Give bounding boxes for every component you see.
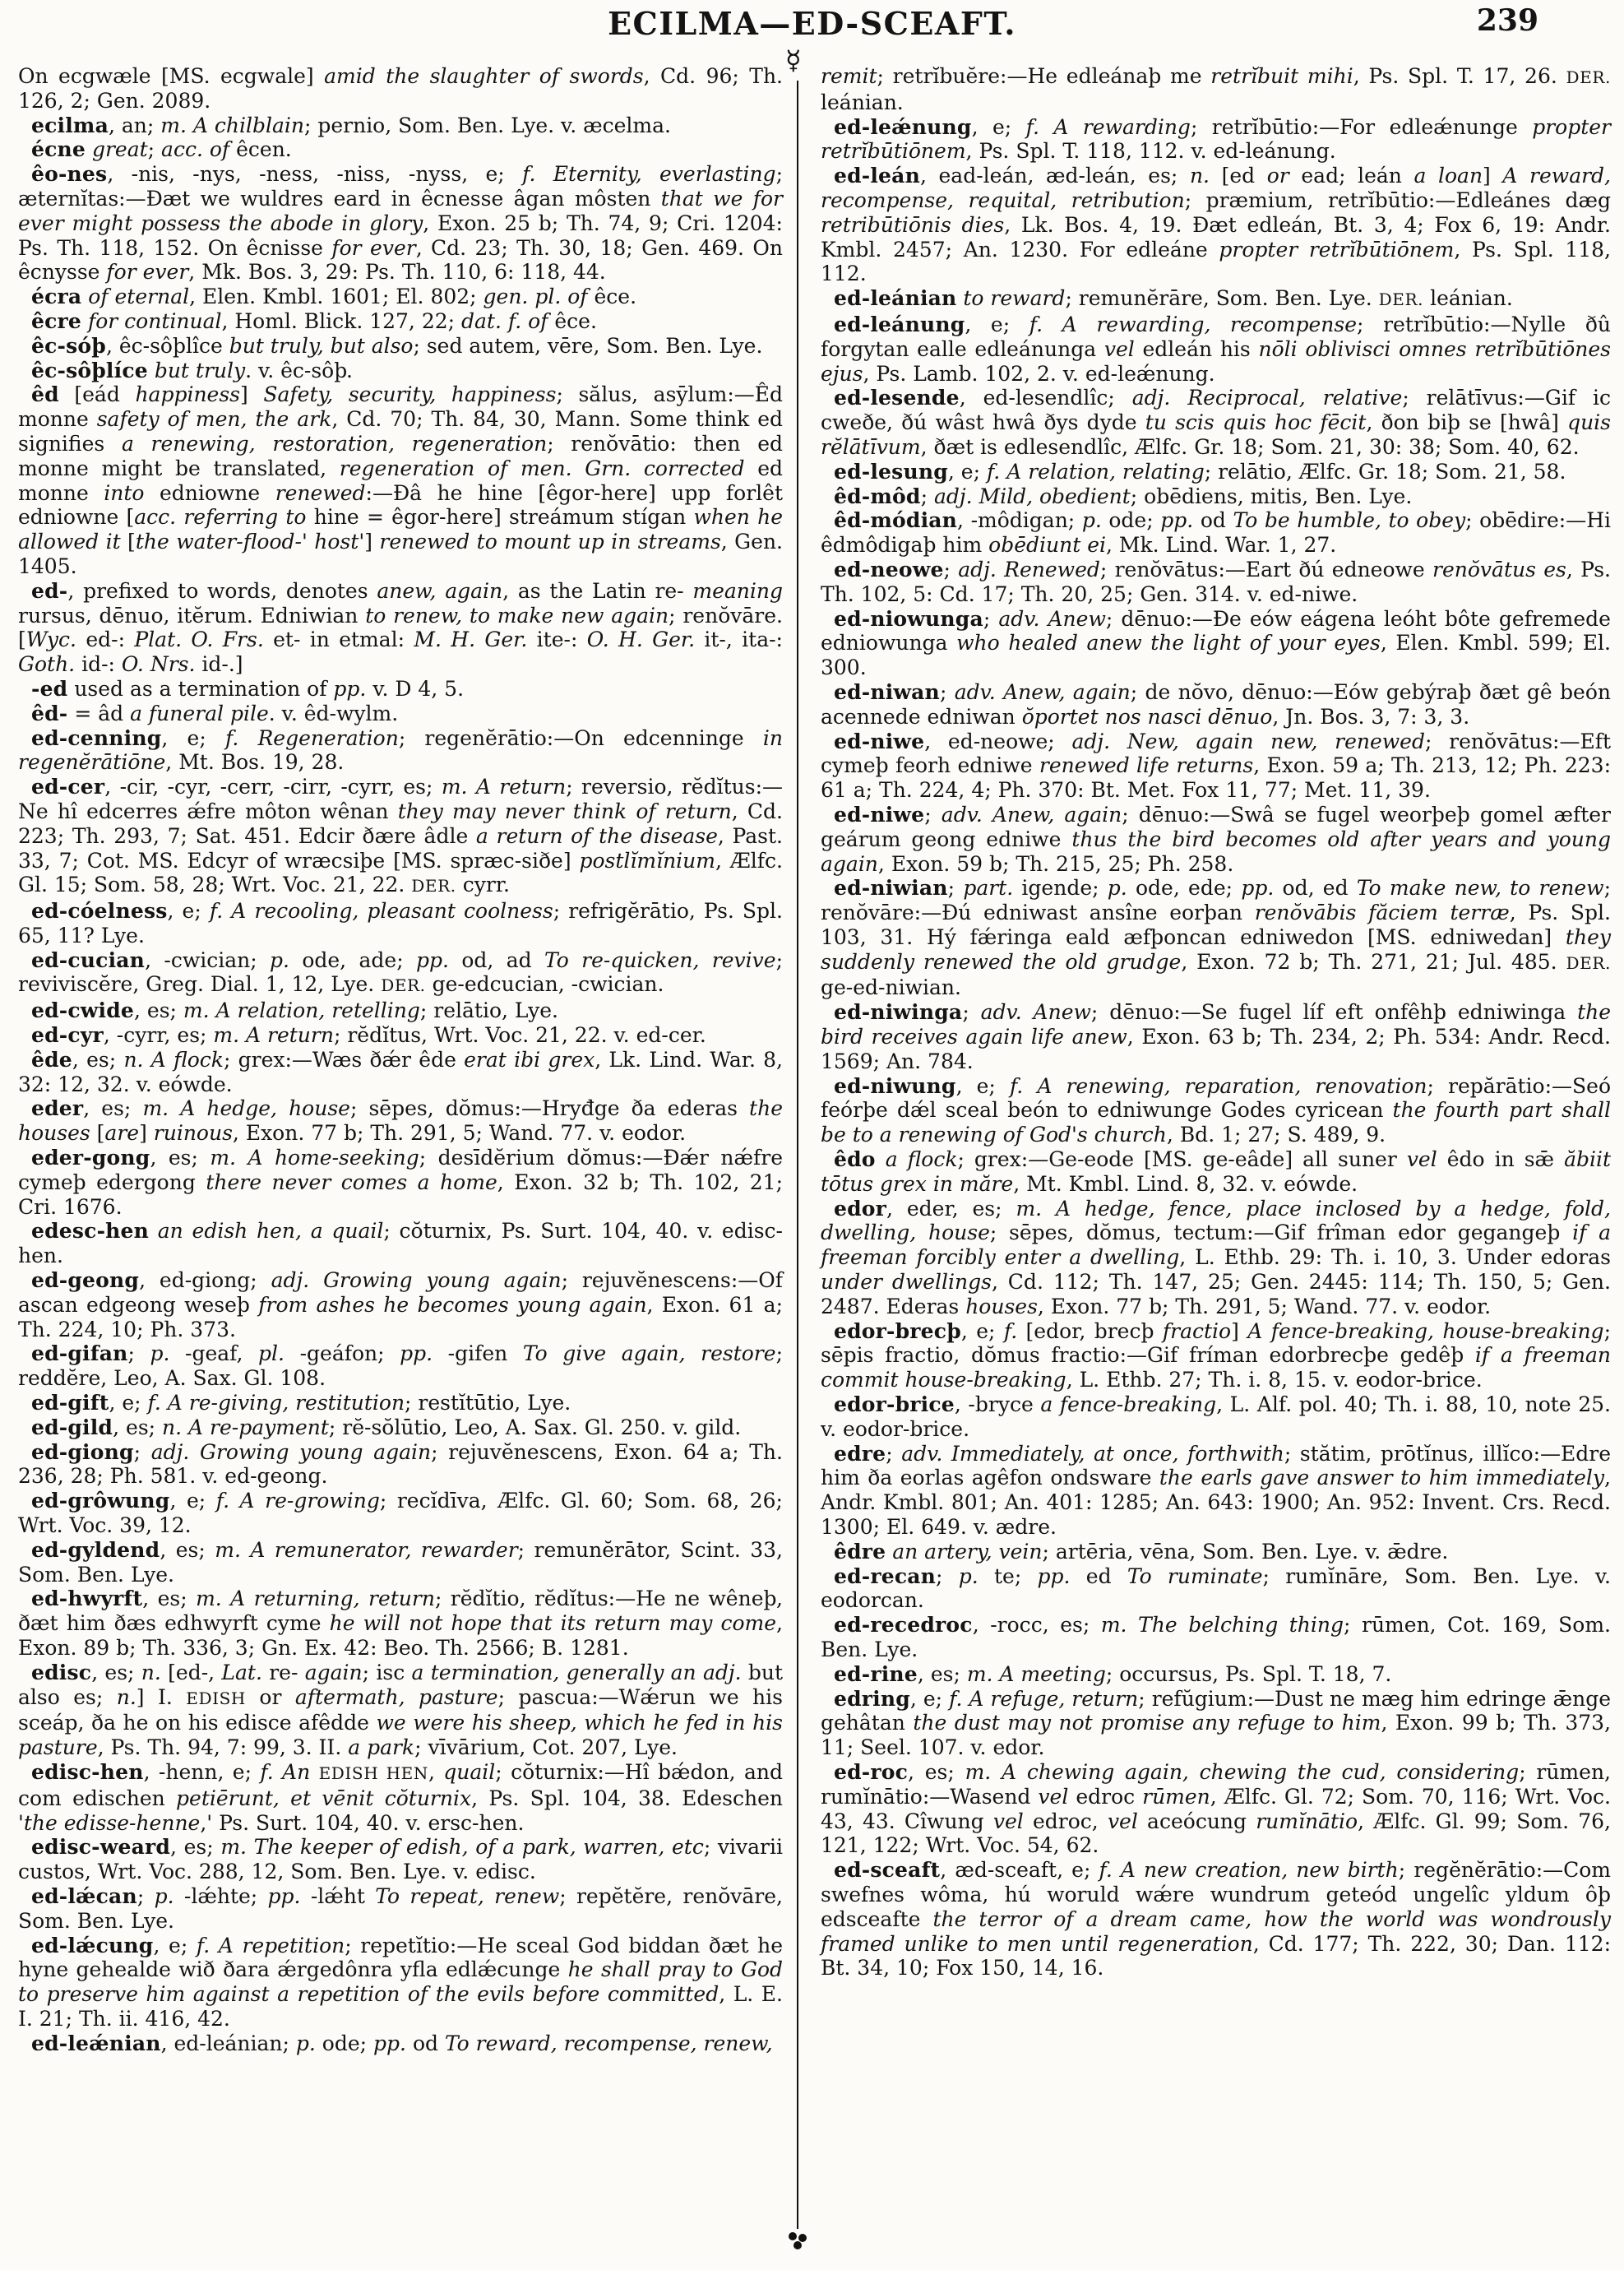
column-right: [821, 64, 1611, 2056]
dictionary-entry: ed-niwian; part. igende; p. ode, ede; pp. od, ed To make new, to renew; renŏvāre:—Ðú edniwast ansîne eorþan renŏvābis făciem terræ, Ps. Spl. 103, 31. Hý fǽringa eald æfþoncan edniwedon [MS. edniwedan] they suddenly renewed the old grudge, Exon. 72 b; Th. 271, 21; Jul. 485. DER. ge-ed-niwian.: [821, 876, 1612, 1000]
dictionary-entry: -ed used as a termination of pp. v. D 4, 5.: [31, 676, 465, 701]
dictionary-entry: ed-recan; p. te; pp. ed To ruminate; rumĭnāre, Som. Ben. Lye. v. eodorcan.: [821, 1564, 1611, 1613]
dictionary-entry: edisc-hen, -henn, e; f. An EDISH HEN, quail; cŏturnix:—Hî bǽdon, and com edischen petiērunt, et vēnit cŏturnix, Ps. Spl. 104, 38. Edeschen 'the edisse-henne,' Ps. Surt. 104, 40. v. ersc-hen.: [18, 1759, 783, 1835]
ornament-dot: [798, 2234, 807, 2242]
dictionary-entry: ed-lesung, e; f. A relation, relating; relātio, Ælfc. Gr. 18; Som. 21, 58.: [834, 459, 1566, 484]
page-number: 239: [1476, 3, 1538, 38]
dictionary-entry: ed-cwide, es; m. A relation, retelling; relātio, Lye.: [31, 998, 558, 1023]
dictionary-entry: ed-niwinga; adv. Anew; dēnuo:—Se fugel líf eft onfêhþ edniwinga the bird receives again life anew, Exon. 63 b; Th. 234, 2; Ph. 534: Andr. Recd. 1569; An. 784.: [821, 1000, 1612, 1073]
dictionary-entry: ed-rine, es; m. A meeting; occursus, Ps. Spl. T. 18, 7.: [834, 1661, 1392, 1686]
dictionary-entry: êc-sóþ, êc-sôþlîce but truly, but also; sed autem, vēre, Som. Ben. Lye.: [31, 333, 763, 358]
dictionary-entry: ed-leán, ead-leán, æd-leán, es; n. [ed or ead; leán a loan] A reward, recompense, requital, retribution; præmium, retrĭbūtio:—Edleánes dæg retribūtiōnis dies, Lk. Bos. 4, 19. Ðæt edleán, Bt. 3, 4; Fox 6, 19: Andr. Kmbl. 2457; An. 1230. For edleáne propter retrĭbūtiōnem, Ps. Spl. 118, 112.: [821, 164, 1612, 286]
dictionary-entry: remit; retrĭbuĕre:—He edleánaþ me retrĭbuit mihi, Ps. Spl. T. 17, 26. DER. leánian.: [821, 64, 1611, 114]
dictionary-entry: ed-sceaft, æd-sceaft, e; f. A new creation, new birth; regĕnĕrātio:—Com swefnes wôma, hú woruld wǽre wundrum geteód ungelîc yldum ôþ edsceafte the terror of a dream came, how the world was wondrously framed unlike to men until regeneration, Cd. 177; Th. 222, 30; Dan. 112: Bt. 34, 10; Fox 150, 14, 16.: [821, 1858, 1612, 1980]
dictionary-entry: êdo a flock; grex:—Ge-eode [MS. ge-eâde] all suner vel êdo in sǣ ăbiit tōtus grex in măre, Mt. Kmbl. Lind. 8, 32. v. eówde.: [821, 1147, 1612, 1196]
dictionary-entry: êo-nes, -nis, -nys, -ness, -niss, -nyss, e; f. Eternity, everlasting; æternĭtas:—Ðæt we wuldres eard in êcnesse âgan môsten that we for ever might possess the abode in glory, Exon. 25 b; Th. 74, 9; Cri. 1204: Ps. Th. 118, 152. On êcnisse for ever, Cd. 23; Th. 30, 18; Gen. 469. On êcnysse for ever, Mk. Bos. 3, 29: Ps. Th. 110, 6: 118, 44.: [18, 162, 783, 285]
dictionary-entry: êdre an artery, vein; artēria, vēna, Som. Ben. Lye. v. ǣdre.: [834, 1539, 1449, 1564]
dictionary-entry: ed-cyr, -cyrr, es; m. A return; rĕdĭtus, Wrt. Voc. 21, 22. v. ed-cer.: [31, 1023, 706, 1048]
dictionary-entry: êd- = âd a funeral pile. v. êd-wylm.: [31, 701, 399, 725]
dictionary-entry: ed-leǽnian, ed-leánian; p. ode; pp. od To reward, recompense, renew,: [31, 2031, 773, 2055]
dictionary-entry: ed-leǽnung, e; f. A rewarding; retrĭbūtio:—For edleǽnunge propter retrĭbūtiōnem, Ps. Spl. T. 118, 112. v. ed-leánung.: [821, 114, 1611, 164]
dictionary-entry: ed-cóelness, e; f. A recooling, pleasant coolness; refrigĕrātio, Ps. Spl. 65, 11? Lye.: [18, 899, 784, 947]
dictionary-entry: ed-gyldend, es; m. A remunerator, rewarder; remunĕrātor, Scint. 33, Som. Ben. Lye.: [18, 1537, 784, 1587]
dictionary-entry: edor, eder, es; m. A hedge, fence, place inclosed by a hedge, fold, dwelling, house; sēpes, dŏmus, tectum:—Gif frîman edor gegangeþ if a freeman forcibly enter a dwelling, L. Ethb. 29: Th. i. 10, 3. Under edoras under dwellings, Cd. 112; Th. 147, 25; Gen. 2445: 114; Th. 150, 5; Gen. 2487. Ederas houses, Exon. 77 b; Th. 291, 5; Wand. 77. v. eodor.: [821, 1196, 1612, 1318]
dictionary-entry: ed-giong; adj. Growing young again; rejuvĕnescens, Exon. 64 a; Th. 236, 28; Ph. 581. v. ed-geong.: [18, 1439, 783, 1489]
dictionary-entry: ed-cenning, e; f. Regeneration; regenĕrātio:—On edcenninge in regenĕrātiōne, Mt. Bos. 19, 28.: [18, 725, 783, 775]
page-title: ECILMA—ED-SCEAFT.: [608, 5, 1016, 42]
column-left: [18, 64, 783, 2056]
dictionary-entry: ed-recedroc, -rocc, es; m. The belching thing; rūmen, Cot. 169, Som. Ben. Lye.: [821, 1613, 1611, 1661]
dictionary-entry: ed-niwe; adv. Anew, again; dēnuo:—Swâ se fugel weorþeþ gomel æfter geárum geong edniwe thus the bird becomes old after years and young again, Exon. 59 b; Th. 215, 25; Ph. 258.: [821, 802, 1612, 876]
dictionary-entry: écne great; acc. of êcen.: [31, 137, 292, 162]
dictionary-entry: ed-leánung, e; f. A rewarding, recompense; retrĭbūtio:—Nylle ðû forgytan ealle edleánunga vel edleán his nōli oblivisci omnes retrĭbūtiōnes ejus, Ps. Lamb. 102, 2. v. ed-leǽnung.: [821, 312, 1611, 386]
dictionary-entry: ed-niwan; adv. Anew, again; de nŏvo, dēnuo:—Eów gebýraþ ðæt gê beón acennede edniwan ŏportet nos nasci dēnuo, Jn. Bos. 3, 7: 3, 3.: [821, 679, 1611, 729]
dictionary-entry: êde, es; n. A flock; grex:—Wæs ðǽr êde erat ibi grex, Lk. Lind. War. 8, 32: 12, 32. v. eówde.: [18, 1047, 784, 1096]
dictionary-entry: edisc-weard, es; m. The keeper of edish, of a park, warren, etc; vivarii custos, Wrt. Voc. 288, 12, Som. Ben. Lye. v. edisc.: [18, 1835, 783, 1884]
dictionary-entry: ed-lǽcung, e; f. A repetition; repetĭtio:—He sceal God biddan ðæt he hyne gehealde wið ðara ǽrgedônra yfla edlǽcunge he shall pray to God to preserve him against a repetition of the evils before committed, L. E. I. 21; Th. ii. 416, 42.: [18, 1933, 784, 2031]
dictionary-entry: edring, e; f. A refuge, return; refŭgium:—Dust ne mæg him edringe ǣnge gehâtan the dust may not promise any refuge to him, Exon. 99 b; Th. 373, 11; Seel. 107. v. edor.: [821, 1686, 1611, 1760]
ornament-dot: [789, 2232, 797, 2240]
dictionary-entry: edesc-hen an edish hen, a quail; cŏturnix, Ps. Surt. 104, 40. v. edisc-hen.: [18, 1219, 783, 1268]
dictionary-entry: êcre for continual, Homl. Blick. 127, 22; dat. f. of êce.: [31, 308, 597, 333]
dictionary-entry: ed-lesende, ed-lesendlîc; adj. Reciprocal, relative; relātīvus:—Gif ic cweðe, ðú wâst hwâ ðys dyde tu scis quis hoc fēcit, ðon biþ se [hwâ] quis rĕlātīvum, ðæt is edlesendlîc, Ælfc. Gr. 18; Som. 21, 30: 38; Som. 40, 62.: [821, 386, 1611, 459]
dictionary-entry: On ecgwæle [MS. ecgwale] amid the slaughter of swords, Cd. 96; Th. 126, 2; Gen. 2089.: [18, 64, 783, 113]
dictionary-entry: ed-grôwung, e; f. A re-growing; recĭdīva, Ælfc. Gl. 60; Som. 68, 26; Wrt. Voc. 39, 12.: [18, 1489, 783, 1538]
dictionary-entry: ecilma, an; m. A chilblain; pernio, Som. Ben. Lye. v. æcelma.: [31, 113, 671, 137]
dictionary-entry: ed-lǽcan; p. -lǽhte; pp. -lǽht To repeat, renew; repĕtĕre, renŏvāre, Som. Ben. Lye.: [18, 1883, 784, 1933]
dictionary-entry: ed-niowunga; adv. Anew; dēnuo:—Ðe eów eágena leóht bôte gefremede edniowunga who healed anew the light of your eyes, Elen. Kmbl. 599; El. 300.: [821, 606, 1611, 680]
dictionary-entry: êc-sôþlíce but truly. v. êc-sôþ.: [31, 358, 353, 382]
page-header: [0, 0, 1624, 59]
dictionary-entry: êd-módian, -môdigan; p. ode; pp. od To be humble, to obey; obēdire:—Hi êdmôdigaþ him obēdiunt ei, Mk. Lind. War. 1, 27.: [821, 508, 1611, 558]
dictionary-entry: eder-gong, es; m. A home-seeking; desīdĕrium dŏmus:—Ðǽr nǽfre cymeþ edergong there never comes a home, Exon. 32 b; Th. 102, 21; Cri. 1676.: [18, 1146, 784, 1219]
dictionary-entry: ed-geong, ed-giong; adj. Growing young again; rejuvĕnescens:—Of ascan edgeong weseþ from ashes he becomes young again, Exon. 61 a; Th. 224, 10; Ph. 373.: [18, 1268, 783, 1341]
dictionary-entry: ed-gild, es; n. A re-payment; rĕ-sŏlūtio, Leo, A. Sax. Gl. 250. v. gild.: [31, 1415, 742, 1439]
dictionary-entry: edre; adv. Immediately, at once, forthwith; stătim, prōtĭnus, illĭco:—Edre him ða eorlas agêfon ondsware the earls gave answer to him immediately, Andr. Kmbl. 801; An. 401: 1285; An. 643: 1900; An. 952: Invent. Crs. Recd. 1300; El. 649. v. ædre.: [821, 1441, 1611, 1540]
divider-bottom-ornament-icon: [788, 2232, 807, 2250]
dictionary-entry: ed-gifan; p. -geaf, pl. -geáfon; pp. -gifen To give again, restore; reddĕre, Leo, A. Sax. Gl. 108.: [18, 1341, 783, 1391]
dictionary-entry: edor-brice, -bryce a fence-breaking, L. Alf. pol. 40; Th. i. 88, 10, note 25. v. eodor-brice.: [821, 1392, 1611, 1441]
dictionary-entry: ed-roc, es; m. A chewing again, chewing the cud, considering; rūmen, rumĭnātio:—Wasend vel edroc rūmen, Ælfc. Gl. 72; Som. 70, 116; Wrt. Voc. 43, 43. Cîwung vel edroc, vel aceócung rumĭnātio, Ælfc. Gl. 99; Som. 76, 121, 122; Wrt. Voc. 54, 62.: [821, 1759, 1612, 1858]
ornament-dot: [793, 2241, 802, 2249]
dictionary-entry: ed-leánian to reward; remunĕrāre, Som. Ben. Lye. DER. leánian.: [834, 286, 1513, 311]
dictionary-entry: ed-cucian, -cwician; p. ode, ade; pp. od, ad To re-quicken, revive; reviviscĕre, Greg. Dial. 1, 12, Lye. DER. ge-edcucian, -cwician.: [18, 947, 784, 997]
dictionary-entry: êd [eád happiness] Safety, security, happiness; sălus, asȳlum:—Êd monne safety of men, the ark, Cd. 70; Th. 84, 30, Mann. Some think ed signifies a renewing, restoration, regeneration; renŏvātio: then ed monne might be translated, regeneration of men. Grn. corrected ed monne into edniowne renewed:—Ðâ he hine [êgor-here] upp forlêt edniowne [acc. referring to hine = êgor-here] streámum stígan when he allowed it [the water-flood-' host'] renewed to mount up in streams, Gen. 1405.: [18, 382, 784, 578]
divider-top-ornament-icon: ☿: [785, 44, 802, 76]
dictionary-entry: ed-cer, -cir, -cyr, -cerr, -cirr, -cyrr, es; m. A return; reversio, rĕdĭtus:—Ne hî edcerres ǽfre môton wênan they may never think of return, Cd. 223; Th. 293, 7; Sat. 451. Edcir ðære âdle a return of the disease, Past. 33, 7; Cot. MS. Edcyr of wræcsiþe [MS. spræc-siðe] postlĭmĭnium, Ælfc. Gl. 15; Som. 58, 28; Wrt. Voc. 21, 22. DER. cyrr.: [18, 775, 783, 897]
dictionary-entry: écra of eternal, Elen. Kmbl. 1601; El. 802; gen. pl. of êce.: [31, 285, 637, 309]
dictionary-entry: eder, es; m. A hedge, house; sēpes, dŏmus:—Hryđge ða ederas the houses [are] ruinous, Exon. 77 b; Th. 291, 5; Wand. 77. v. eodor.: [18, 1096, 783, 1146]
dictionary-entry: êd-môd; adj. Mild, obedient; obēdiens, mitis, Ben. Lye.: [834, 484, 1413, 508]
dictionary-entry: ed-niwe, ed-neowe; adj. New, again new, renewed; renŏvātus:—Eft cymeþ feorh edniwe renewed life returns, Exon. 59 a; Th. 213, 12; Ph. 223: 61 a; Th. 224, 4; Ph. 370: Bt. Met. Fox 11, 77; Met. 11, 39.: [821, 729, 1612, 803]
column-divider-rule: [785, 44, 802, 2229]
dictionary-entry: edor-brecþ, e; f. [edor, brecþ fractio] A fence-breaking, house-breaking; sēpis fractio, dŏmus fractio:—Gif fríman edorbrecþe gedêþ if a freeman commit house-breaking, L. Ethb. 27; Th. i. 8, 15. v. eodor-brice.: [821, 1318, 1611, 1392]
dictionary-entry: ed-, prefixed to words, denotes anew, again, as the Latin re- meaning rursus, dēnuo, itĕrum. Edniwian to renew, to make new again; renŏvāre. [Wyc. ed-: Plat. O. Frs. et- in etmal: M. H. Ger. ite-: O. H. Ger. it-, ita-: Goth. id-: O. Nrs. id-.]: [18, 578, 783, 677]
text-columns: [0, 59, 1624, 2056]
dictionary-entry: edisc, es; n. [ed-, Lat. re- again; isc a termination, generally an adj. but also es; n.] I. EDISH or aftermath, pasture; pascua:—Wǽrun we his sceáp, ða he on his edisce afêdde we were his sheep, which he fed in his pasture, Ps. Th. 94, 7: 99, 3. II. a park; vīvārium, Cot. 207, Lye.: [18, 1660, 784, 1760]
dictionary-entry: ed-neowe; adj. Renewed; renŏvātus:—Eart ðú edneowe renŏvātus es, Ps. Th. 102, 5: Cd. 17; Th. 20, 25; Gen. 314. v. ed-niwe.: [821, 557, 1612, 606]
dictionary-entry: ed-hwyrft, es; m. A returning, return; rĕdĭtio, rĕdĭtus:—He ne wêneþ, ðæt him ðæs edhwyrft cyme he will not hope that its return may come, Exon. 89 b; Th. 336, 3; Gn. Ex. 42: Beo. Th. 2566; B. 1281.: [18, 1587, 784, 1660]
dictionary-entry: ed-gift, e; f. A re-giving, restitution; restĭtūtio, Lye.: [31, 1391, 571, 1415]
dictionary-entry: ed-niwung, e; f. A renewing, reparation, renovation; repărātio:—Seó feórþe dǽl sceal beón to edniwunge Godes cyricean the fourth part shall be to a renewing of God's church, Bd. 1; 27; S. 489, 9.: [821, 1073, 1612, 1147]
